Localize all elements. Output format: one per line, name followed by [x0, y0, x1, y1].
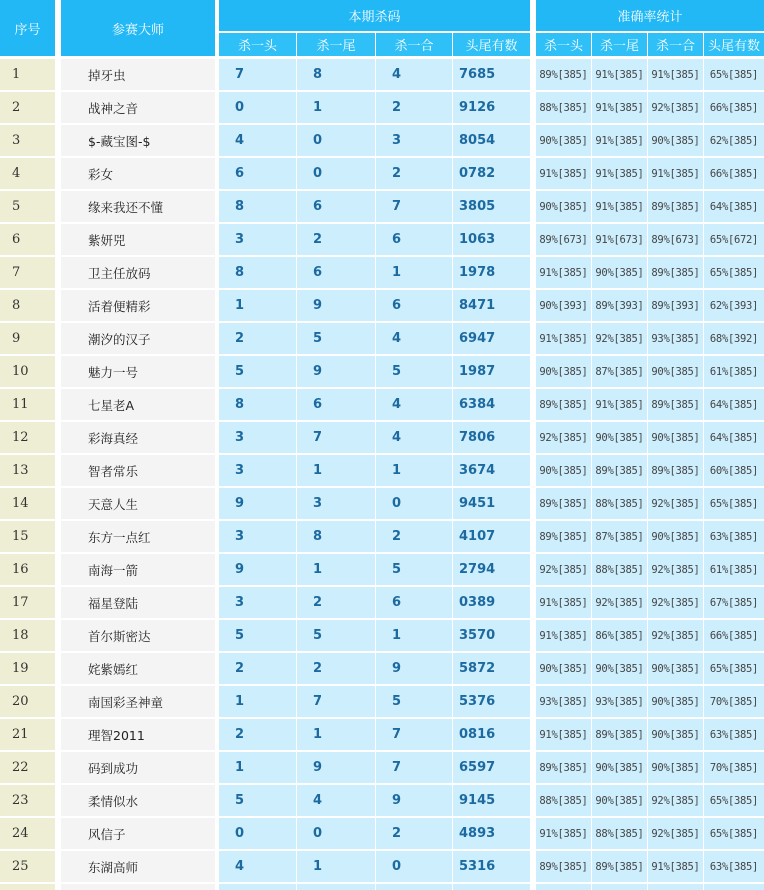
kill-head: 3	[219, 455, 296, 486]
accuracy-value: 91%[385]	[592, 191, 647, 222]
head-tail-code: 5316	[453, 851, 530, 882]
accuracy-value: 66%[385]	[704, 620, 764, 651]
accuracy-value: 90%[385]	[648, 653, 703, 684]
kill-head: 3	[219, 521, 296, 552]
accuracy-value: 92%[385]	[536, 422, 591, 453]
accuracy-value: 90%[385]	[648, 686, 703, 717]
master-name: 魅力一号	[61, 356, 215, 387]
head-tail-code: 2794	[453, 554, 530, 585]
kill-head: 8	[219, 191, 296, 222]
accuracy-value: 89%[393]	[592, 290, 647, 321]
accuracy-value: 86%[385]	[592, 620, 647, 651]
kill-sum: 4	[376, 323, 452, 354]
accuracy-value: 88%[385]	[592, 488, 647, 519]
kill-sum: 1	[376, 455, 452, 486]
accuracy-value: 65%[385]	[704, 818, 764, 849]
accuracy-value: 90%[385]	[592, 785, 647, 816]
row-index: 17	[0, 587, 55, 618]
kill-head: 5	[219, 620, 296, 651]
kill-tail: 6	[297, 389, 375, 420]
kill-head: 4	[219, 851, 296, 882]
master-name: 紫妍兕	[61, 224, 215, 255]
master-name: 战神之音	[61, 92, 215, 123]
head-tail-code: 8471	[453, 290, 530, 321]
kill-head: 6	[219, 158, 296, 189]
kill-sum: 6	[376, 290, 452, 321]
kill-tail: 3	[297, 488, 375, 519]
accuracy-value: 67%[385]	[704, 587, 764, 618]
master-name: 七星老A	[61, 389, 215, 420]
row-index: 4	[0, 158, 55, 189]
kill-head: 2	[219, 719, 296, 750]
accuracy-value: 68%[392]	[704, 323, 764, 354]
header-kill-col: 杀一尾	[297, 33, 375, 56]
row-index: 2	[0, 92, 55, 123]
head-tail-code: 8054	[453, 125, 530, 156]
master-name: $-藏宝图-$	[61, 125, 215, 156]
master-name: 天意人生	[61, 488, 215, 519]
head-tail-code: 3674	[453, 455, 530, 486]
accuracy-value: 90%[385]	[536, 125, 591, 156]
accuracy-value: 64%[385]	[704, 422, 764, 453]
kill-tail: 8	[297, 521, 375, 552]
accuracy-value: 91%[385]	[536, 158, 591, 189]
accuracy-value: 62%[393]	[704, 290, 764, 321]
accuracy-value: 91%[385]	[592, 59, 647, 90]
row-index: 3	[0, 125, 55, 156]
accuracy-value: 90%[385]	[648, 752, 703, 783]
master-name: 首尔斯密达	[61, 620, 215, 651]
accuracy-value: 70%[385]	[704, 686, 764, 717]
accuracy-value: 91%[385]	[536, 587, 591, 618]
accuracy-value: 91%[385]	[536, 620, 591, 651]
accuracy-value: 92%[385]	[648, 554, 703, 585]
accuracy-value: 87%[385]	[592, 356, 647, 387]
row-index: 18	[0, 620, 55, 651]
head-tail-code: 4893	[453, 818, 530, 849]
kill-sum: 6	[376, 224, 452, 255]
kill-tail: 6	[297, 191, 375, 222]
head-tail-code: 1987	[453, 356, 530, 387]
head-tail-code: 5376	[453, 686, 530, 717]
head-tail-code: 9451	[453, 488, 530, 519]
accuracy-value: 63%[385]	[704, 851, 764, 882]
row-index: 21	[0, 719, 55, 750]
accuracy-value: 91%[385]	[536, 323, 591, 354]
kill-tail: 5	[297, 323, 375, 354]
master-name: 东方一点红	[61, 521, 215, 552]
accuracy-value: 92%[385]	[592, 323, 647, 354]
accuracy-value: 89%[385]	[592, 851, 647, 882]
accuracy-value: 90%[385]	[536, 356, 591, 387]
kill-sum: 7	[376, 752, 452, 783]
accuracy-value: 89%[385]	[648, 389, 703, 420]
kill-sum: 6	[376, 587, 452, 618]
master-name: 卫主任放码	[61, 257, 215, 288]
accuracy-value: 88%[385]	[536, 92, 591, 123]
master-name: 掉牙虫	[61, 59, 215, 90]
kill-sum: 9	[376, 653, 452, 684]
accuracy-value: 90%[385]	[536, 191, 591, 222]
accuracy-value: 92%[385]	[648, 587, 703, 618]
accuracy-value: 90%[385]	[592, 422, 647, 453]
kill-sum: 1	[376, 620, 452, 651]
kill-sum: 5	[376, 686, 452, 717]
head-tail-code: 6597	[453, 752, 530, 783]
accuracy-value: 66%[385]	[704, 158, 764, 189]
accuracy-value: 89%[385]	[536, 851, 591, 882]
accuracy-value: 89%[385]	[592, 455, 647, 486]
kill-sum: 4	[376, 422, 452, 453]
accuracy-value: 89%[385]	[536, 488, 591, 519]
kill-tail: 1	[297, 92, 375, 123]
head-tail-code: 0816	[453, 719, 530, 750]
head-tail-code: 7685	[453, 59, 530, 90]
accuracy-value: 91%[385]	[648, 851, 703, 882]
kill-tail: 2	[297, 653, 375, 684]
accuracy-value: 91%[673]	[592, 224, 647, 255]
accuracy-value: 90%[385]	[592, 257, 647, 288]
kill-tail: 1	[297, 455, 375, 486]
accuracy-value: 90%[385]	[592, 752, 647, 783]
accuracy-value: 92%[385]	[648, 785, 703, 816]
accuracy-value: 90%[385]	[648, 422, 703, 453]
kill-head: 2	[219, 323, 296, 354]
row-index: 25	[0, 851, 55, 882]
master-name: 风信子	[61, 818, 215, 849]
accuracy-value: 89%[673]	[648, 224, 703, 255]
accuracy-value: 87%[385]	[592, 521, 647, 552]
accuracy-value: 64%[385]	[704, 389, 764, 420]
accuracy-value: 90%[385]	[592, 653, 647, 684]
accuracy-value: 89%[385]	[592, 719, 647, 750]
accuracy-value: 91%[385]	[536, 257, 591, 288]
accuracy-value: 88%[385]	[536, 785, 591, 816]
accuracy-value: 65%[385]	[704, 653, 764, 684]
accuracy-value: 61%[385]	[704, 554, 764, 585]
head-tail-code: 6947	[453, 323, 530, 354]
head-tail-code: 7806	[453, 422, 530, 453]
head-tail-code: 1063	[453, 224, 530, 255]
kill-head: 3	[219, 224, 296, 255]
accuracy-value: 89%[385]	[536, 389, 591, 420]
master-name: 柔情似水	[61, 785, 215, 816]
accuracy-value: 89%[385]	[648, 191, 703, 222]
kill-sum: 2	[376, 521, 452, 552]
kill-tail: 5	[297, 620, 375, 651]
row-index: 6	[0, 224, 55, 255]
accuracy-value: 93%[385]	[648, 323, 703, 354]
kill-head: 1	[219, 290, 296, 321]
kill-head: 0	[219, 818, 296, 849]
head-tail-code: 3570	[453, 620, 530, 651]
accuracy-value: 60%[385]	[704, 455, 764, 486]
accuracy-value: 91%[385]	[648, 158, 703, 189]
accuracy-cell-partial	[592, 884, 647, 890]
accuracy-value: 66%[385]	[704, 92, 764, 123]
kill-head: 1	[219, 752, 296, 783]
header-accuracy-col: 杀一头	[536, 33, 591, 56]
header-master-name: 参赛大师	[61, 0, 215, 56]
kill-tail: 7	[297, 422, 375, 453]
row-index: 5	[0, 191, 55, 222]
accuracy-value: 65%[385]	[704, 257, 764, 288]
kill-sum: 7	[376, 719, 452, 750]
head-tail-code: 1978	[453, 257, 530, 288]
kill-cell-partial	[219, 884, 296, 890]
accuracy-value: 91%[385]	[592, 158, 647, 189]
accuracy-value: 93%[385]	[536, 686, 591, 717]
accuracy-value: 89%[385]	[536, 752, 591, 783]
kill-sum: 2	[376, 92, 452, 123]
accuracy-value: 90%[385]	[648, 719, 703, 750]
kill-sum: 3	[376, 125, 452, 156]
accuracy-value: 89%[673]	[536, 224, 591, 255]
accuracy-value: 91%[385]	[536, 818, 591, 849]
accuracy-value: 90%[385]	[536, 653, 591, 684]
kill-tail: 0	[297, 125, 375, 156]
kill-tail: 9	[297, 290, 375, 321]
master-name: 彩海真经	[61, 422, 215, 453]
master-name-partial	[61, 884, 215, 890]
head-tail-code: 3805	[453, 191, 530, 222]
accuracy-value: 70%[385]	[704, 752, 764, 783]
accuracy-value: 88%[385]	[592, 818, 647, 849]
kill-tail: 9	[297, 752, 375, 783]
accuracy-value: 89%[385]	[536, 59, 591, 90]
accuracy-value: 92%[385]	[648, 92, 703, 123]
row-index: 14	[0, 488, 55, 519]
master-name: 码到成功	[61, 752, 215, 783]
master-name: 潮汐的汉子	[61, 323, 215, 354]
row-index: 1	[0, 59, 55, 90]
accuracy-value: 91%[385]	[536, 719, 591, 750]
kill-tail: 2	[297, 224, 375, 255]
row-index: 13	[0, 455, 55, 486]
accuracy-value: 92%[385]	[592, 587, 647, 618]
kill-cell-partial	[297, 884, 375, 890]
kill-sum: 2	[376, 158, 452, 189]
row-index-partial	[0, 884, 55, 890]
row-index: 22	[0, 752, 55, 783]
row-index: 24	[0, 818, 55, 849]
kill-tail: 0	[297, 818, 375, 849]
master-name: 缘来我还不懂	[61, 191, 215, 222]
kill-sum: 0	[376, 488, 452, 519]
accuracy-cell-partial	[704, 884, 764, 890]
head-tail-code: 9126	[453, 92, 530, 123]
master-name: 彩女	[61, 158, 215, 189]
master-name: 福星登陆	[61, 587, 215, 618]
kill-tail: 6	[297, 257, 375, 288]
row-index: 7	[0, 257, 55, 288]
accuracy-value: 89%[385]	[648, 455, 703, 486]
accuracy-cell-partial	[536, 884, 591, 890]
accuracy-value: 63%[385]	[704, 719, 764, 750]
accuracy-value: 65%[385]	[704, 59, 764, 90]
kill-head: 4	[219, 125, 296, 156]
accuracy-value: 90%[385]	[648, 125, 703, 156]
row-index: 8	[0, 290, 55, 321]
row-index: 19	[0, 653, 55, 684]
accuracy-value: 89%[385]	[648, 257, 703, 288]
master-name: 东湖高师	[61, 851, 215, 882]
kill-tail: 1	[297, 719, 375, 750]
accuracy-value: 65%[385]	[704, 488, 764, 519]
kill-sum: 5	[376, 356, 452, 387]
header-kill-col: 杀一头	[219, 33, 296, 56]
accuracy-value: 90%[393]	[536, 290, 591, 321]
accuracy-value: 88%[385]	[592, 554, 647, 585]
accuracy-value: 89%[393]	[648, 290, 703, 321]
kill-head: 5	[219, 356, 296, 387]
accuracy-value: 61%[385]	[704, 356, 764, 387]
kill-head: 3	[219, 587, 296, 618]
header-kill-group: 本期杀码	[219, 0, 530, 31]
head-tail-code: 4107	[453, 521, 530, 552]
head-tail-code: 5872	[453, 653, 530, 684]
row-index: 23	[0, 785, 55, 816]
row-index: 20	[0, 686, 55, 717]
header-accuracy-group: 准确率统计	[536, 0, 764, 31]
master-name: 活着便精彩	[61, 290, 215, 321]
accuracy-value: 92%[385]	[648, 620, 703, 651]
accuracy-value: 93%[385]	[592, 686, 647, 717]
kill-cell-partial	[453, 884, 530, 890]
kill-sum: 1	[376, 257, 452, 288]
kill-sum: 0	[376, 851, 452, 882]
master-name: 南国彩圣神童	[61, 686, 215, 717]
kill-head: 0	[219, 92, 296, 123]
kill-tail: 1	[297, 851, 375, 882]
kill-head: 7	[219, 59, 296, 90]
head-tail-code: 6384	[453, 389, 530, 420]
master-name: 姹紫嫣红	[61, 653, 215, 684]
accuracy-value: 62%[385]	[704, 125, 764, 156]
kill-head: 3	[219, 422, 296, 453]
kill-head: 8	[219, 389, 296, 420]
row-index: 16	[0, 554, 55, 585]
kill-tail: 4	[297, 785, 375, 816]
accuracy-value: 65%[672]	[704, 224, 764, 255]
header-index: 序号	[0, 0, 55, 56]
header-accuracy-col: 杀一尾	[592, 33, 647, 56]
kill-tail: 0	[297, 158, 375, 189]
kill-sum: 4	[376, 59, 452, 90]
accuracy-value: 90%[385]	[648, 356, 703, 387]
accuracy-value: 91%[385]	[592, 389, 647, 420]
accuracy-value: 64%[385]	[704, 191, 764, 222]
row-index: 10	[0, 356, 55, 387]
accuracy-value: 90%[385]	[536, 455, 591, 486]
kill-head: 5	[219, 785, 296, 816]
accuracy-value: 92%[385]	[648, 488, 703, 519]
kill-head: 8	[219, 257, 296, 288]
kill-cell-partial	[376, 884, 452, 890]
accuracy-value: 92%[385]	[536, 554, 591, 585]
accuracy-value: 92%[385]	[648, 818, 703, 849]
kill-head: 1	[219, 686, 296, 717]
kill-sum: 4	[376, 389, 452, 420]
accuracy-value: 91%[385]	[592, 92, 647, 123]
accuracy-cell-partial	[648, 884, 703, 890]
master-name: 智者常乐	[61, 455, 215, 486]
row-index: 9	[0, 323, 55, 354]
kill-head: 2	[219, 653, 296, 684]
row-index: 12	[0, 422, 55, 453]
kill-tail: 9	[297, 356, 375, 387]
head-tail-code: 0389	[453, 587, 530, 618]
kill-sum: 5	[376, 554, 452, 585]
header-kill-col: 杀一合	[376, 33, 452, 56]
head-tail-code: 9145	[453, 785, 530, 816]
header-accuracy-col: 头尾有数	[704, 33, 764, 56]
kill-sum: 2	[376, 818, 452, 849]
kill-tail: 1	[297, 554, 375, 585]
master-name: 理智2011	[61, 719, 215, 750]
master-name: 南海一箭	[61, 554, 215, 585]
kill-sum: 7	[376, 191, 452, 222]
row-index: 11	[0, 389, 55, 420]
kill-head: 9	[219, 554, 296, 585]
kill-sum: 9	[376, 785, 452, 816]
kill-head: 9	[219, 488, 296, 519]
header-kill-col: 头尾有数	[453, 33, 530, 56]
accuracy-value: 90%[385]	[648, 521, 703, 552]
kill-tail: 2	[297, 587, 375, 618]
accuracy-value: 63%[385]	[704, 521, 764, 552]
accuracy-value: 91%[385]	[648, 59, 703, 90]
accuracy-value: 89%[385]	[536, 521, 591, 552]
kill-tail: 7	[297, 686, 375, 717]
header-accuracy-col: 杀一合	[648, 33, 703, 56]
accuracy-value: 65%[385]	[704, 785, 764, 816]
accuracy-value: 91%[385]	[592, 125, 647, 156]
kill-tail: 8	[297, 59, 375, 90]
head-tail-code: 0782	[453, 158, 530, 189]
row-index: 15	[0, 521, 55, 552]
